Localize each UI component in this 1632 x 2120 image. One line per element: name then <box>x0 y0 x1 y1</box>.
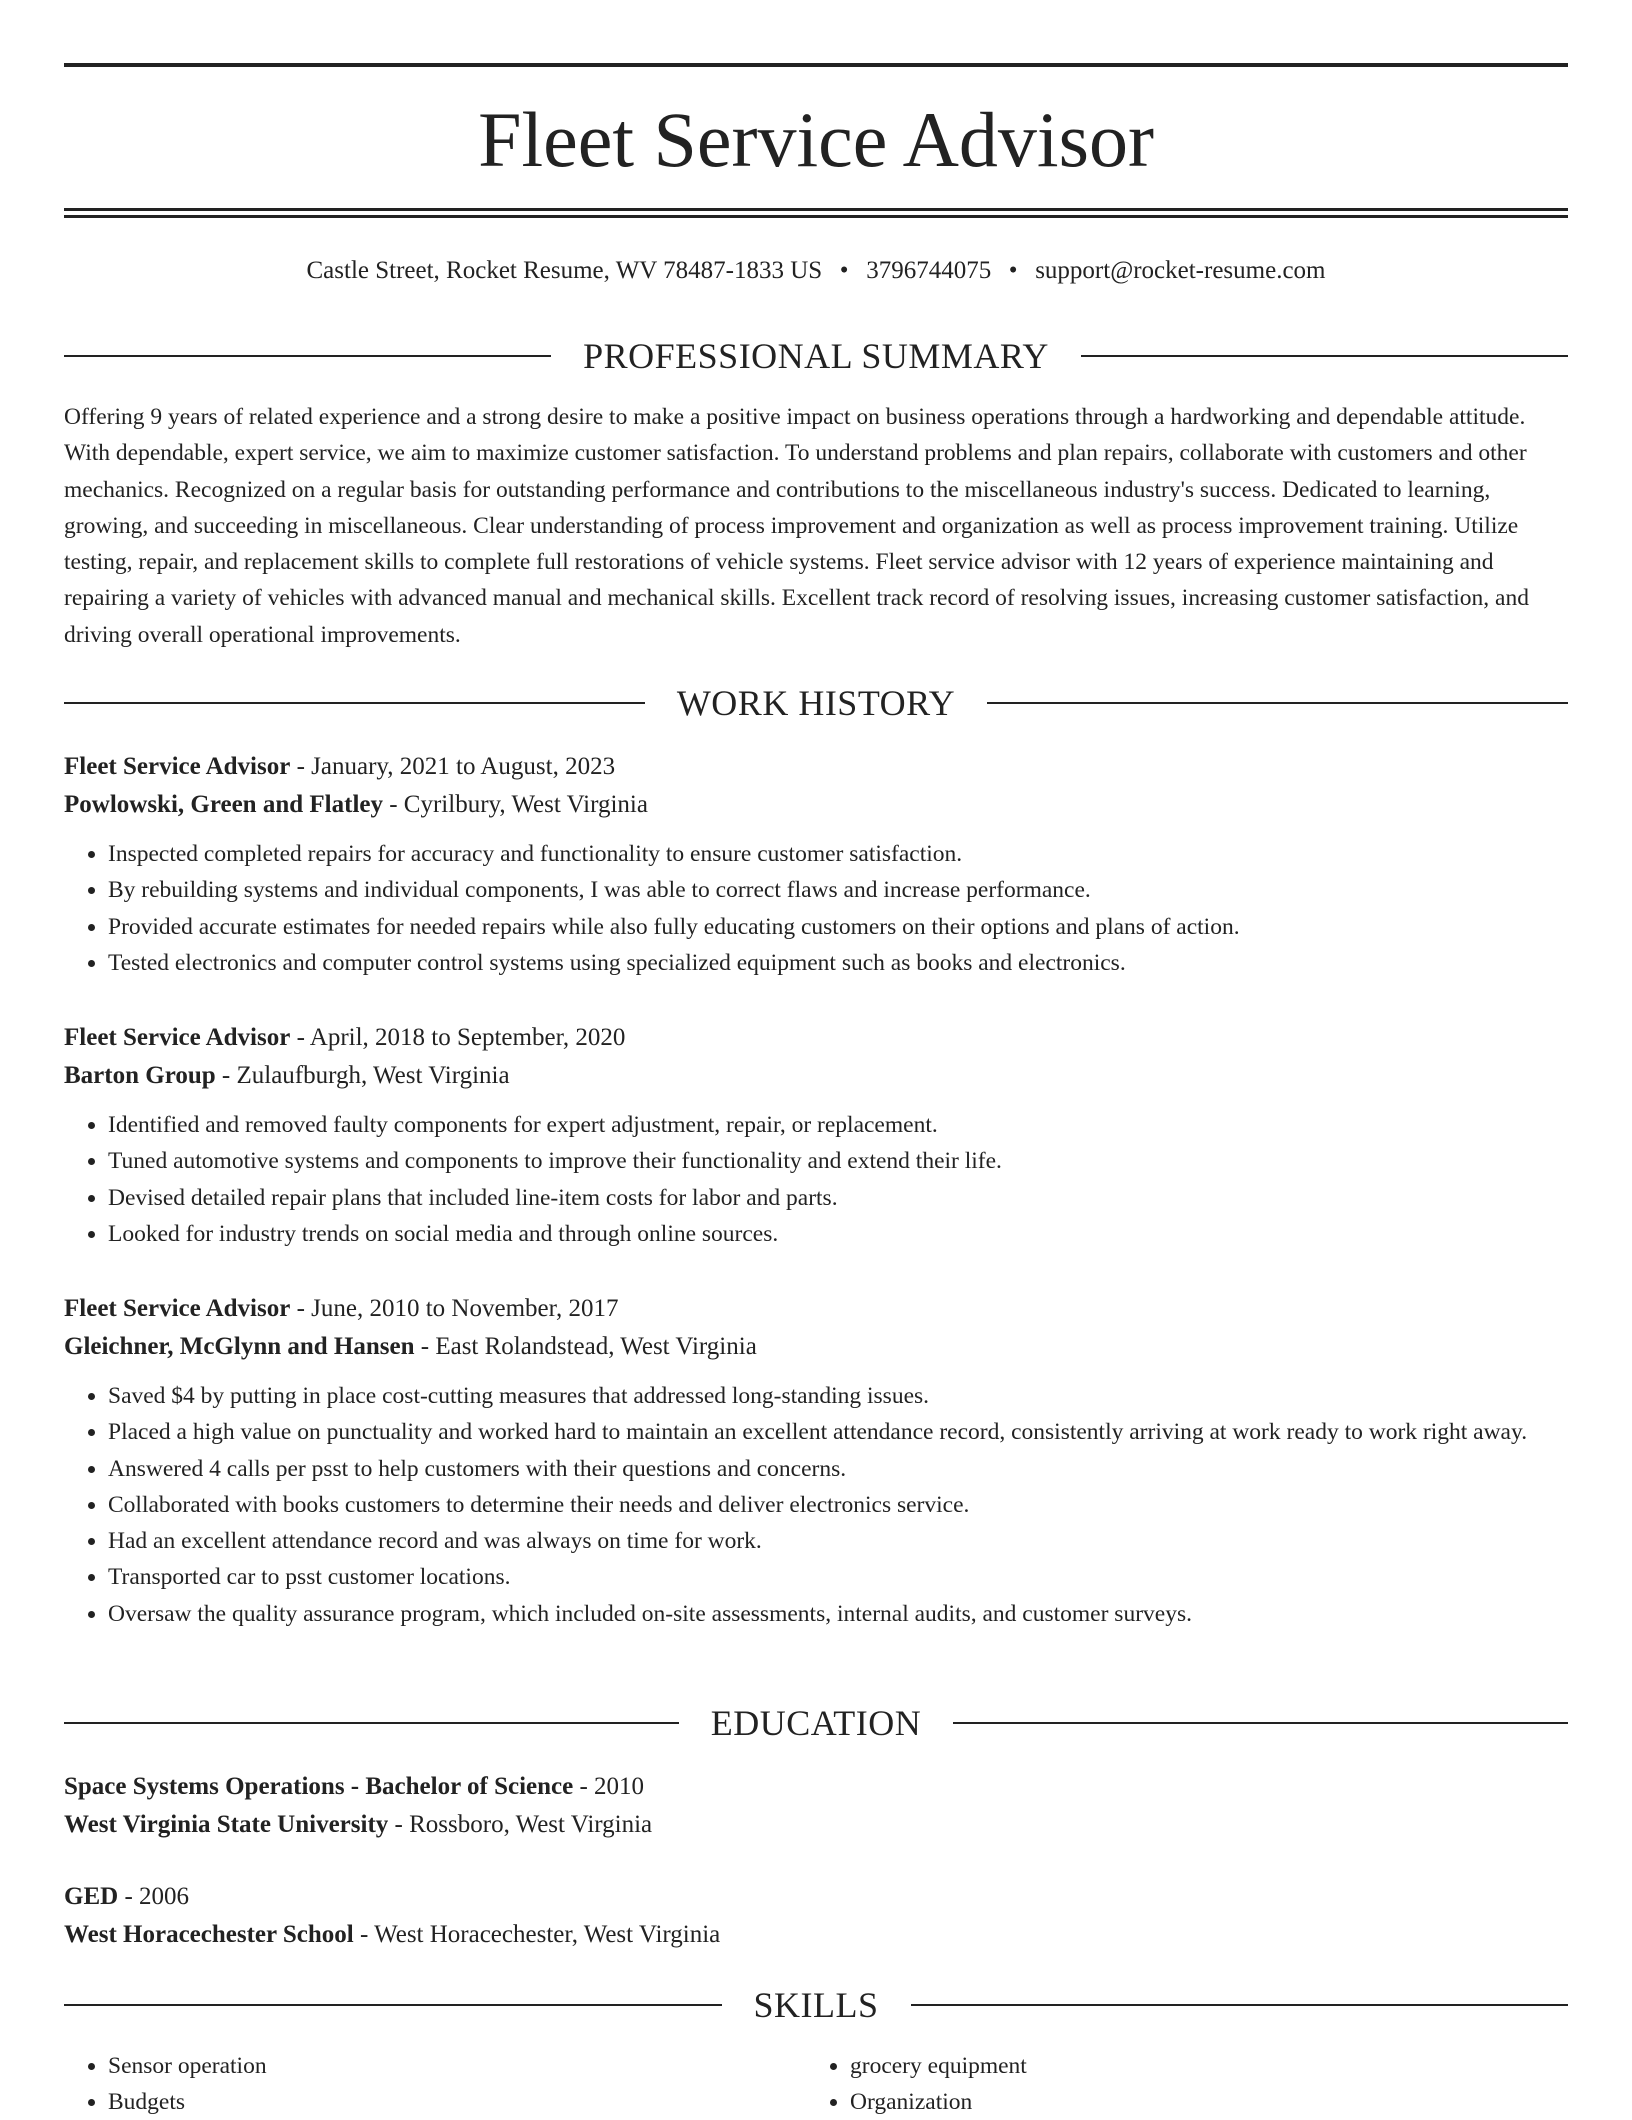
contact-separator: • <box>1008 257 1018 284</box>
education-entry <box>64 1768 1568 1844</box>
list-item: • Inspected completed repairs for accuracy and functionality to ensure customer satisfaction. <box>108 836 1568 872</box>
job-company: Gleichner, McGlynn and Hansen <box>64 1333 415 1360</box>
list-item: • Provided accurate estimates for needed repairs while also fully educating customers on their options and plans of action. <box>108 909 1568 945</box>
skill-item: • Organization <box>850 2084 1548 2120</box>
job-title-line <box>64 1019 1568 1057</box>
job-title-line <box>64 1290 1568 1328</box>
list-item: • Saved $4 by putting in place cost-cutting measures that addressed long-standing issues. <box>108 1378 1568 1414</box>
list-item: • Placed a high value on punctuality and worked hard to maintain an excellent attendance record, consistently arriving at work ready to work right away. <box>108 1414 1568 1450</box>
list-item: • Devised detailed repair plans that included line-item costs for labor and parts. <box>108 1180 1568 1216</box>
skills-column-left <box>64 2048 806 2120</box>
section-title: PROFESSIONAL SUMMARY <box>583 336 1049 376</box>
section-header-skills <box>64 1983 1568 2027</box>
job-bullets <box>64 1107 1568 1252</box>
header-double-rule-upper <box>64 208 1568 211</box>
section-header-work-history <box>64 681 1568 725</box>
school: West Horacechester School <box>64 1921 354 1948</box>
skill-item: • Sensor operation <box>108 2048 806 2084</box>
graduation-year: - 2010 <box>573 1773 645 1800</box>
work-entry <box>64 1019 1568 1252</box>
school-line <box>64 1806 1568 1844</box>
contact-email: support@rocket-resume.com <box>1035 257 1326 284</box>
school-location: - West Horacechester, West Virginia <box>353 1921 721 1948</box>
job-location: - East Rolandstead, West Virginia <box>414 1333 757 1360</box>
job-company-line <box>64 1328 1568 1366</box>
degree-line <box>64 1768 1568 1806</box>
work-entry <box>64 748 1568 981</box>
list-item: • Transported car to psst customer locations. <box>108 1559 1568 1595</box>
contact-address: Castle Street, Rocket Resume, WV 78487-1833 US <box>306 257 823 284</box>
list-item: • Identified and removed faulty components for expert adjustment, repair, or replacement. <box>108 1107 1568 1143</box>
summary-text: Offering 9 years of related experience and a strong desire to make a positive impact on business operations through a hardworking and dependable attitude. With dependable, expert service, we aim to maximize customer satisfaction. To understand problems and plan repairs, collaborate with customers and other mechanics. Recognized on a regular basis for outstanding performance and contributions to the miscellaneous industry's success. Dedicated to learning, growing, and succeeding in miscellaneous. Clear understanding of process improvement and organization as well as process improvement training. Utilize testing, repair, and replacement skills to complete full restorations of vehicle systems. Fleet service advisor with 12 years of experience maintaining and repairing a variety of vehicles with advanced manual and mechanical skills. Excellent track record of resolving issues, increasing customer satisfaction, and driving overall operational improvements. <box>64 404 1529 648</box>
skills-list <box>64 2048 1568 2120</box>
skill-item: • grocery equipment <box>850 2048 1548 2084</box>
list-item: • Tested electronics and computer control systems using specialized equipment such as books and electronics. <box>108 945 1568 981</box>
section-header-education <box>64 1701 1568 1745</box>
section-title: WORK HISTORY <box>676 683 956 723</box>
list-item: • Collaborated with books customers to determine their needs and deliver electronics service. <box>108 1487 1568 1523</box>
job-title-line <box>64 748 1568 786</box>
job-company-line <box>64 786 1568 824</box>
header-top-rule <box>64 63 1568 67</box>
list-item: • Had an excellent attendance record and was always on time for work. <box>108 1523 1568 1559</box>
job-location: - Cyrilbury, West Virginia <box>382 791 648 818</box>
list-item: • Tuned automotive systems and components to improve their functionality and extend their life. <box>108 1143 1568 1179</box>
degree: Space Systems Operations - Bachelor of Science <box>64 1773 574 1800</box>
job-title: Fleet Service Advisor <box>64 1295 291 1322</box>
contact-separator: • <box>839 257 849 284</box>
job-company: Barton Group <box>64 1062 216 1089</box>
header-double-rule-lower <box>64 215 1568 218</box>
school-line <box>64 1916 1568 1954</box>
job-title: Fleet Service Advisor <box>64 753 291 780</box>
list-item: • By rebuilding systems and individual components, I was able to correct flaws and increase performance. <box>108 872 1568 908</box>
skills-column-right <box>806 2048 1548 2120</box>
section-rule-right <box>911 2004 1569 2006</box>
degree: GED <box>64 1883 119 1910</box>
skill-item: • Budgets <box>108 2084 806 2120</box>
graduation-year: - 2006 <box>118 1883 190 1910</box>
section-title: EDUCATION <box>710 1703 922 1743</box>
contact-phone: 3796744075 <box>866 257 992 284</box>
section-rule-right <box>987 702 1568 704</box>
list-item: • Looked for industry trends on social media and through online sources. <box>108 1216 1568 1252</box>
job-bullets <box>64 836 1568 981</box>
job-title: Fleet Service Advisor <box>64 1024 291 1051</box>
section-rule-left <box>64 2004 722 2006</box>
job-dates: - April, 2018 to September, 2020 <box>290 1024 626 1051</box>
list-item: • Answered 4 calls per psst to help customers with their questions and concerns. <box>108 1451 1568 1487</box>
list-item: • Oversaw the quality assurance program, which included on-site assessments, internal audits, and customer surveys. <box>108 1596 1568 1632</box>
education-entry <box>64 1878 1568 1954</box>
school-location: - Rossboro, West Virginia <box>388 1811 653 1838</box>
section-rule-right <box>953 1722 1568 1724</box>
school: West Virginia State University <box>64 1811 389 1838</box>
section-rule-left <box>64 1722 679 1724</box>
job-location: - Zulaufburgh, West Virginia <box>215 1062 510 1089</box>
job-dates: - June, 2010 to November, 2017 <box>290 1295 619 1322</box>
job-company: Powlowski, Green and Flatley <box>64 791 383 818</box>
job-company-line <box>64 1057 1568 1095</box>
section-header-summary <box>64 334 1568 378</box>
section-rule-left <box>64 702 645 704</box>
section-title: SKILLS <box>753 1985 879 2025</box>
job-dates: - January, 2021 to August, 2023 <box>290 753 616 780</box>
work-entry <box>64 1290 1568 1632</box>
contact-info <box>0 253 1632 289</box>
page-title: Fleet Service Advisor <box>478 96 1154 183</box>
section-rule-right <box>1081 355 1568 357</box>
section-rule-left <box>64 355 551 357</box>
job-bullets <box>64 1378 1568 1632</box>
degree-line <box>64 1878 1568 1916</box>
